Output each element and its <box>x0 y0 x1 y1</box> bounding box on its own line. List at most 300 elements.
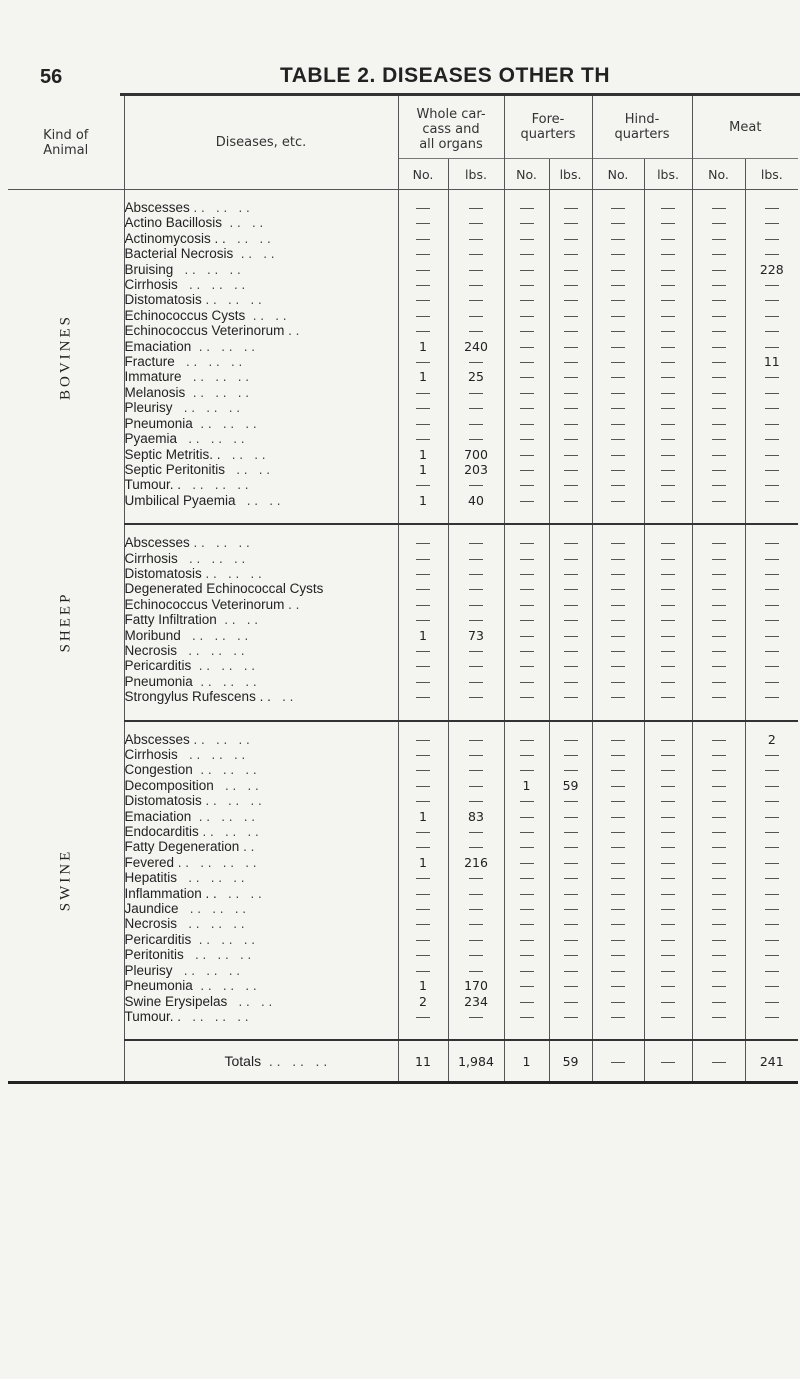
empty-dash <box>611 254 625 255</box>
value-cell <box>592 308 644 323</box>
meat-no-subheader: No. <box>692 159 745 190</box>
value-cell <box>549 431 592 446</box>
value-cell: 1 <box>398 628 448 643</box>
empty-dash <box>765 986 779 987</box>
empty-dash <box>416 894 430 895</box>
value-cell <box>644 1040 692 1083</box>
disease-name <box>124 978 398 993</box>
empty-dash <box>564 801 578 802</box>
value-cell <box>549 658 592 673</box>
value-cell <box>592 978 644 993</box>
empty-dash <box>765 1002 779 1003</box>
empty-dash <box>520 362 534 363</box>
value-cell <box>692 658 745 673</box>
value-cell <box>549 535 592 550</box>
leader-dots: . . . . <box>227 993 273 1009</box>
leader-dots: . . . . . . <box>192 673 257 689</box>
empty-dash <box>564 574 578 575</box>
value-cell <box>644 643 692 658</box>
empty-dash <box>564 697 578 698</box>
value-cell <box>692 215 745 230</box>
table-row <box>8 400 798 415</box>
empty-dash <box>520 393 534 394</box>
empty-dash <box>611 347 625 348</box>
value-cell <box>592 963 644 978</box>
empty-dash <box>765 223 779 224</box>
value-cell <box>549 416 592 431</box>
spacer-cell <box>592 1024 644 1040</box>
disease-label: Peritonitis <box>124 947 184 963</box>
empty-dash <box>661 439 675 440</box>
leader-dots: . . . . <box>245 307 287 323</box>
empty-dash <box>416 485 430 486</box>
empty-dash <box>661 424 675 425</box>
empty-dash <box>520 501 534 502</box>
empty-dash <box>564 847 578 848</box>
disease-label: Melanosis <box>124 384 186 400</box>
empty-dash <box>661 682 675 683</box>
value-cell <box>745 535 798 550</box>
empty-dash <box>520 408 534 409</box>
value-cell <box>644 323 692 338</box>
empty-dash <box>469 331 483 332</box>
empty-dash <box>611 755 625 756</box>
value-cell <box>504 916 549 931</box>
value-cell <box>592 339 644 354</box>
value-cell <box>692 747 745 762</box>
empty-dash <box>564 285 578 286</box>
disease-name <box>124 581 398 596</box>
table-row <box>8 886 798 901</box>
empty-dash <box>416 439 430 440</box>
value-cell <box>549 200 592 215</box>
empty-dash <box>712 1002 726 1003</box>
empty-dash <box>416 559 430 560</box>
value-cell <box>592 416 644 431</box>
value-cell <box>644 747 692 762</box>
value-cell <box>592 477 644 492</box>
value-cell <box>592 839 644 854</box>
spacer-cell <box>644 190 692 201</box>
empty-dash <box>712 285 726 286</box>
spacer-cell <box>504 524 549 535</box>
empty-dash <box>416 574 430 575</box>
spacer-cell <box>592 721 644 732</box>
disease-name <box>124 963 398 978</box>
disease-label: Pleurisy <box>124 400 173 416</box>
value-cell <box>549 597 592 612</box>
value-cell <box>745 416 798 431</box>
value-cell <box>644 824 692 839</box>
empty-dash <box>520 847 534 848</box>
value-cell <box>549 581 592 596</box>
spacer-cell <box>644 721 692 732</box>
empty-dash <box>611 316 625 317</box>
kind-label: BOVINES <box>57 314 74 401</box>
value-cell <box>592 215 644 230</box>
forequarters-header: Fore- quarters <box>504 96 592 159</box>
value-cell <box>644 932 692 947</box>
value-cell <box>448 477 504 492</box>
value-cell <box>692 963 745 978</box>
value-cell <box>692 901 745 916</box>
empty-dash <box>416 270 430 271</box>
empty-dash <box>765 1017 779 1018</box>
spacer-cell <box>745 524 798 535</box>
leader-dots: . . . . . . <box>201 292 262 308</box>
empty-dash <box>416 770 430 771</box>
value-cell <box>592 566 644 581</box>
value-cell <box>692 535 745 550</box>
value-cell <box>448 901 504 916</box>
empty-dash <box>765 239 779 240</box>
empty-dash <box>611 651 625 652</box>
value-cell <box>398 416 448 431</box>
empty-dash <box>661 377 675 378</box>
disease-label: Jaundice <box>124 901 179 917</box>
leader-dots: . . . . . . <box>177 642 245 658</box>
empty-dash <box>765 863 779 864</box>
value-cell <box>448 308 504 323</box>
disease-label: Pneumonia <box>124 978 193 994</box>
empty-dash <box>520 940 534 941</box>
empty-dash <box>520 424 534 425</box>
value-cell <box>745 385 798 400</box>
empty-dash <box>765 424 779 425</box>
value-cell <box>504 477 549 492</box>
value-cell <box>592 612 644 627</box>
spacer-cell <box>549 190 592 201</box>
disease-name <box>124 551 398 566</box>
table-row <box>8 277 798 292</box>
empty-dash <box>416 589 430 590</box>
value-cell <box>745 477 798 492</box>
value-cell <box>745 793 798 808</box>
value-cell <box>549 369 592 384</box>
value-cell <box>504 855 549 870</box>
value-cell <box>692 839 745 854</box>
totals-kind-blank <box>8 1040 124 1083</box>
empty-dash <box>611 620 625 621</box>
empty-dash <box>564 559 578 560</box>
empty-dash <box>712 878 726 879</box>
value-cell <box>448 277 504 292</box>
empty-dash <box>520 878 534 879</box>
value-cell <box>745 994 798 1009</box>
disease-name <box>124 612 398 627</box>
empty-dash <box>765 300 779 301</box>
value-cell <box>448 916 504 931</box>
value-cell <box>504 901 549 916</box>
value-cell <box>448 323 504 338</box>
meat-lbs-subheader: lbs. <box>745 159 798 190</box>
empty-dash <box>611 832 625 833</box>
empty-dash <box>564 455 578 456</box>
table-row <box>8 323 798 338</box>
value-cell <box>448 612 504 627</box>
value-cell <box>692 462 745 477</box>
empty-dash <box>712 501 726 502</box>
empty-dash <box>520 755 534 756</box>
disease-label: Necrosis <box>124 642 178 658</box>
value-cell <box>692 385 745 400</box>
value-cell <box>692 886 745 901</box>
value-cell: 1 <box>398 462 448 477</box>
empty-dash <box>765 817 779 818</box>
value-cell <box>644 416 692 431</box>
leader-dots: . . . . . . <box>173 261 241 277</box>
value-cell <box>549 551 592 566</box>
empty-dash <box>712 331 726 332</box>
value-cell <box>644 978 692 993</box>
empty-dash <box>564 605 578 606</box>
value-cell <box>504 462 549 477</box>
empty-dash <box>564 485 578 486</box>
spacer-cell <box>549 1024 592 1040</box>
empty-dash <box>520 300 534 301</box>
value-cell <box>592 462 644 477</box>
empty-dash <box>520 574 534 575</box>
value-cell <box>504 643 549 658</box>
spacer-cell <box>448 705 504 721</box>
empty-dash <box>520 1017 534 1018</box>
empty-dash <box>712 770 726 771</box>
empty-dash <box>416 740 430 741</box>
empty-dash <box>661 223 675 224</box>
value-cell <box>592 643 644 658</box>
disease-name <box>124 947 398 962</box>
disease-label: Swine Erysipelas <box>124 993 228 1009</box>
empty-dash <box>611 223 625 224</box>
disease-name <box>124 323 398 338</box>
empty-dash <box>611 362 625 363</box>
value-cell <box>504 215 549 230</box>
value-cell <box>745 978 798 993</box>
table-row <box>8 658 798 673</box>
empty-dash <box>416 393 430 394</box>
value-cell <box>398 747 448 762</box>
empty-dash <box>520 651 534 652</box>
empty-dash <box>611 439 625 440</box>
value-cell <box>592 994 644 1009</box>
disease-label: Fatty Infiltration <box>124 612 217 628</box>
value-cell <box>745 308 798 323</box>
value-cell <box>398 1009 448 1024</box>
disease-name <box>124 689 398 704</box>
disease-name <box>124 916 398 931</box>
empty-dash <box>564 362 578 363</box>
value-cell <box>592 246 644 261</box>
value-cell <box>504 597 549 612</box>
empty-dash <box>661 847 675 848</box>
empty-dash <box>661 331 675 332</box>
value-cell <box>549 354 592 369</box>
value-cell <box>448 658 504 673</box>
empty-dash <box>765 559 779 560</box>
value-cell <box>644 231 692 246</box>
empty-dash <box>416 786 430 787</box>
empty-dash <box>416 847 430 848</box>
empty-dash <box>469 894 483 895</box>
empty-dash <box>661 986 675 987</box>
value-cell <box>592 762 644 777</box>
empty-dash <box>416 924 430 925</box>
empty-dash <box>564 589 578 590</box>
empty-dash <box>520 331 534 332</box>
value-cell <box>549 231 592 246</box>
empty-dash <box>469 755 483 756</box>
empty-dash <box>712 666 726 667</box>
empty-dash <box>661 1017 675 1018</box>
value-cell <box>592 809 644 824</box>
disease-name <box>124 308 398 323</box>
table-row <box>8 1009 798 1024</box>
spacer-cell <box>745 721 798 732</box>
value-cell <box>644 793 692 808</box>
value-cell <box>504 1009 549 1024</box>
value-cell <box>504 689 549 704</box>
value-cell <box>549 385 592 400</box>
empty-dash <box>520 682 534 683</box>
empty-dash <box>661 878 675 879</box>
leader-dots: . . . . . . <box>189 731 250 747</box>
leader-dots: . . . . . . <box>189 200 250 215</box>
value-cell <box>448 292 504 307</box>
value-cell <box>592 447 644 462</box>
empty-dash <box>416 1017 430 1018</box>
empty-dash <box>611 285 625 286</box>
table-row <box>8 643 798 658</box>
table-row <box>8 793 798 808</box>
disease-name <box>124 462 398 477</box>
empty-dash <box>661 740 675 741</box>
value-cell <box>448 215 504 230</box>
leader-dots: . . . . . . <box>181 1008 249 1024</box>
empty-dash <box>661 455 675 456</box>
empty-dash <box>765 589 779 590</box>
disease-name <box>124 628 398 643</box>
value-cell <box>448 643 504 658</box>
table-row <box>8 732 798 747</box>
value-cell <box>644 809 692 824</box>
value-cell <box>692 612 745 627</box>
value-cell <box>398 762 448 777</box>
spacer-cell <box>644 705 692 721</box>
value-cell: 59 <box>549 1040 592 1083</box>
leader-dots: . . . . <box>216 612 259 628</box>
value-cell <box>398 793 448 808</box>
value-cell <box>592 1040 644 1083</box>
empty-dash <box>469 971 483 972</box>
empty-dash <box>416 940 430 941</box>
empty-dash <box>765 285 779 286</box>
spacer-cell <box>448 508 504 524</box>
empty-dash <box>712 270 726 271</box>
value-cell <box>398 262 448 277</box>
value-cell <box>592 551 644 566</box>
empty-dash <box>765 254 779 255</box>
empty-dash <box>661 362 675 363</box>
empty-dash <box>416 424 430 425</box>
leader-dots: . . . . . . <box>177 277 246 293</box>
value-cell: 2 <box>745 732 798 747</box>
value-cell <box>398 551 448 566</box>
empty-dash <box>712 697 726 698</box>
leader-dots: . . . . . . <box>191 338 256 354</box>
table-row <box>8 689 798 704</box>
empty-dash <box>765 878 779 879</box>
value-cell <box>592 493 644 508</box>
empty-dash <box>611 559 625 560</box>
leader-dots: . . . . . . <box>191 658 256 674</box>
value-cell <box>692 762 745 777</box>
disease-name <box>124 855 398 870</box>
value-cell <box>448 747 504 762</box>
empty-dash <box>765 485 779 486</box>
value-cell <box>549 246 592 261</box>
empty-dash <box>712 300 726 301</box>
empty-dash <box>661 239 675 240</box>
value-cell <box>745 839 798 854</box>
value-cell <box>592 400 644 415</box>
value-cell <box>745 462 798 477</box>
empty-dash <box>712 817 726 818</box>
value-cell <box>644 292 692 307</box>
empty-dash <box>765 316 779 317</box>
disease-label: Fevered <box>124 854 175 870</box>
value-cell <box>592 732 644 747</box>
value-cell <box>504 978 549 993</box>
value-cell <box>398 689 448 704</box>
empty-dash <box>416 605 430 606</box>
value-cell <box>549 612 592 627</box>
value-cell: 1 <box>504 1040 549 1083</box>
value-cell <box>504 932 549 947</box>
value-cell <box>398 246 448 261</box>
leader-dots: . . . . <box>216 885 262 901</box>
empty-dash <box>661 605 675 606</box>
value-cell <box>398 612 448 627</box>
value-cell <box>549 277 592 292</box>
empty-dash <box>661 651 675 652</box>
empty-dash <box>712 651 726 652</box>
disease-label: Emaciation <box>124 808 192 824</box>
empty-dash <box>520 223 534 224</box>
spacer-cell <box>124 524 398 535</box>
empty-dash <box>611 863 625 864</box>
value-cell <box>592 535 644 550</box>
empty-dash <box>520 316 534 317</box>
value-cell <box>549 493 592 508</box>
empty-dash <box>469 270 483 271</box>
empty-dash <box>520 666 534 667</box>
leader-dots: . . . . . . <box>192 978 257 994</box>
empty-dash <box>469 620 483 621</box>
value-cell: 11 <box>398 1040 448 1083</box>
empty-dash <box>469 223 483 224</box>
empty-dash <box>520 801 534 802</box>
value-cell <box>692 793 745 808</box>
value-cell <box>745 778 798 793</box>
empty-dash <box>564 651 578 652</box>
value-cell <box>398 824 448 839</box>
spacer-cell <box>549 508 592 524</box>
empty-dash <box>712 543 726 544</box>
value-cell <box>745 200 798 215</box>
value-cell <box>745 369 798 384</box>
diseases-table <box>8 96 798 1084</box>
value-cell: 1 <box>398 809 448 824</box>
